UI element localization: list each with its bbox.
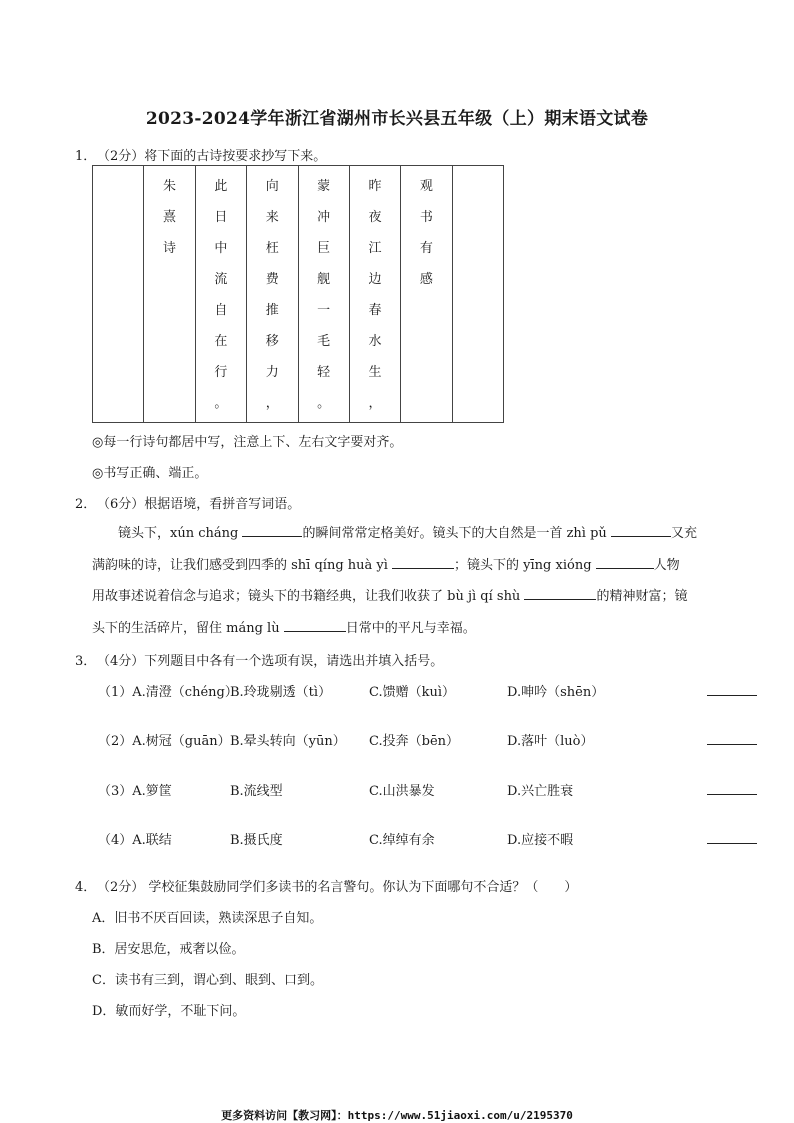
poem-char: 熹 [163, 210, 177, 225]
answer-blank[interactable] [242, 523, 302, 537]
poem-char: 水 [368, 334, 382, 349]
poem-char: ， [265, 396, 279, 411]
poem-char: ， [368, 396, 382, 411]
poem-char: 流 [214, 272, 228, 287]
poem-column [298, 166, 349, 422]
poem-column [93, 166, 143, 422]
poem-column-text [401, 176, 451, 300]
passage-text: 镜头下，xún cháng [118, 526, 243, 541]
poem-column [195, 166, 246, 422]
poem-column [143, 166, 194, 422]
poem-char: 。 [317, 396, 331, 411]
answer-blank[interactable] [284, 618, 346, 632]
option-a: （1）A.清澄（chéng） [98, 685, 238, 700]
option-d: D.兴亡胜衰 [507, 784, 574, 799]
option-c: C.馈赠（kuì） [369, 685, 456, 700]
passage-text: 的精神财富；镜 [596, 589, 688, 604]
poem-char: 行 [214, 365, 228, 380]
poem-column [246, 166, 297, 422]
poem-char: 感 [419, 272, 433, 287]
note-line: ◎每一行诗句都居中写，注意上下、左右文字要对齐。 [92, 435, 403, 450]
answer-blank[interactable] [524, 586, 596, 600]
poem-char: 。 [214, 396, 228, 411]
option-d: D.呻吟（shēn） [507, 685, 605, 700]
passage-text: 用故事述说着信念与追求；镜头下的书籍经典，让我们收获了 bù jì qí shù [92, 589, 525, 604]
option-b: B.玲珑剔透（tì） [230, 685, 332, 700]
poem-column-text [299, 176, 349, 424]
poem-char: 中 [214, 241, 228, 256]
poem-char: 日 [214, 210, 228, 225]
question-1 [75, 145, 326, 164]
poem-char: 向 [265, 179, 279, 194]
option-a: （3）A.箩筐 [98, 784, 172, 799]
poem-char: 移 [265, 334, 279, 349]
poem-column [349, 166, 400, 422]
passage-line [92, 550, 720, 582]
passage [92, 518, 720, 644]
poem-column-text [196, 176, 246, 424]
choice-a[interactable]: A．旧书不厌百回读，熟读深思子自知。 [92, 911, 323, 926]
answer-blank[interactable] [392, 555, 454, 569]
poem-char: 昨 [368, 179, 382, 194]
poem-char: 江 [368, 241, 382, 256]
poem-char: 此 [214, 179, 228, 194]
option-b: B.晕头转向（yūn） [230, 734, 346, 749]
poem-char: 冲 [317, 210, 331, 225]
poem-char: 舰 [317, 272, 331, 287]
poem-char: 自 [214, 303, 228, 318]
poem-column-text [350, 176, 400, 424]
note-line: ◎书写正确、端正。 [92, 466, 208, 481]
choice-b[interactable]: B．居安思危，戒奢以俭。 [92, 942, 245, 957]
passage-text: 又充 [670, 526, 697, 541]
poem-char: 书 [419, 210, 433, 225]
poem-char: 毛 [317, 334, 331, 349]
question-text: （4分）下列题目中各有一个选项有误，请选出并填入括号。 [97, 654, 444, 669]
question-number: 4． [75, 880, 97, 895]
passage-line [92, 581, 720, 613]
poem-char: 蒙 [317, 179, 331, 194]
question-number: 3． [75, 654, 97, 669]
poem-char: 轻 [317, 365, 331, 380]
passage-text: 人物 [653, 557, 680, 573]
option-a: （4）A.联结 [98, 833, 172, 848]
poem-char: 生 [368, 365, 382, 380]
poem-char: 枉 [265, 241, 279, 256]
poem-char: 夜 [368, 210, 382, 225]
question-3 [75, 650, 443, 669]
answer-blank[interactable] [707, 780, 757, 795]
option-c: C.投奔（bēn） [369, 734, 460, 749]
choice-c[interactable]: C．读书有三到，谓心到、眼到、口到。 [92, 973, 323, 988]
poem-char: 诗 [163, 241, 177, 256]
poem-char: 力 [265, 365, 279, 380]
passage-text: 日常中的平凡与幸福。 [345, 620, 476, 636]
question-2 [75, 493, 300, 512]
passage-text: 头下的生活碎片，留住 máng lù [92, 620, 284, 636]
poem-char: 在 [214, 334, 228, 349]
passage-text: 满韵味的诗，让我们感受到四季的 shī qíng huà yì [92, 557, 393, 573]
answer-blank[interactable] [707, 730, 757, 745]
poem-char: 观 [419, 179, 433, 194]
poem-char: 春 [368, 303, 382, 318]
page-title: 2023-2024学年浙江省湖州市长兴县五年级（上）期末语文试卷 [145, 109, 649, 129]
poem-column [452, 166, 503, 422]
option-d: D.落叶（luò） [507, 734, 594, 749]
question-text: （2分） 学校征集鼓励同学们多读书的名言警句。你认为下面哪句不合适？（ ） [97, 880, 578, 895]
poem-char: 费 [265, 272, 279, 287]
option-b: B.摄氏度 [230, 833, 283, 848]
poem-column [400, 166, 451, 422]
poem-char: 来 [265, 210, 279, 225]
option-b: B.流线型 [230, 784, 283, 799]
answer-blank[interactable] [611, 523, 671, 537]
poem-column-text [144, 176, 194, 269]
option-c: C.山洪暴发 [369, 784, 435, 799]
poem-char: 边 [368, 272, 382, 287]
poem-column-text [247, 176, 297, 424]
poem-char: 推 [265, 303, 279, 318]
question-text: （2分）将下面的古诗按要求抄写下来。 [97, 149, 327, 164]
option-c: C.绰绰有余 [369, 833, 435, 848]
question-4 [75, 876, 577, 895]
poem-char: 朱 [163, 179, 177, 194]
answer-blank[interactable] [707, 829, 757, 844]
passage-text: 的瞬间常常定格美好。镜头下的大自然是一首 zhì pǔ [302, 526, 611, 541]
poem-char: 有 [419, 241, 433, 256]
poem-grid-table [92, 165, 504, 423]
answer-blank[interactable] [707, 681, 757, 696]
question-number: 2． [75, 497, 97, 512]
answer-blank[interactable] [596, 555, 654, 569]
passage-text: ；镜头下的 yīng xióng [454, 557, 596, 573]
question-number: 1． [75, 149, 97, 164]
option-a: （2）A.树冠（guān） [98, 734, 231, 749]
passage-line [92, 518, 720, 550]
passage-line [92, 613, 720, 645]
choice-d[interactable]: D．敏而好学，不耻下问。 [92, 1004, 246, 1019]
footer-link[interactable]: 更多资料访问【教习网】：https://www.51jiaoxi.com/u/2195370 [221, 1109, 573, 1122]
option-d: D.应接不暇 [507, 833, 574, 848]
question-text: （6分）根据语境，看拼音写词语。 [97, 497, 301, 512]
poem-char: 一 [317, 303, 331, 318]
poem-char: 巨 [317, 241, 331, 256]
